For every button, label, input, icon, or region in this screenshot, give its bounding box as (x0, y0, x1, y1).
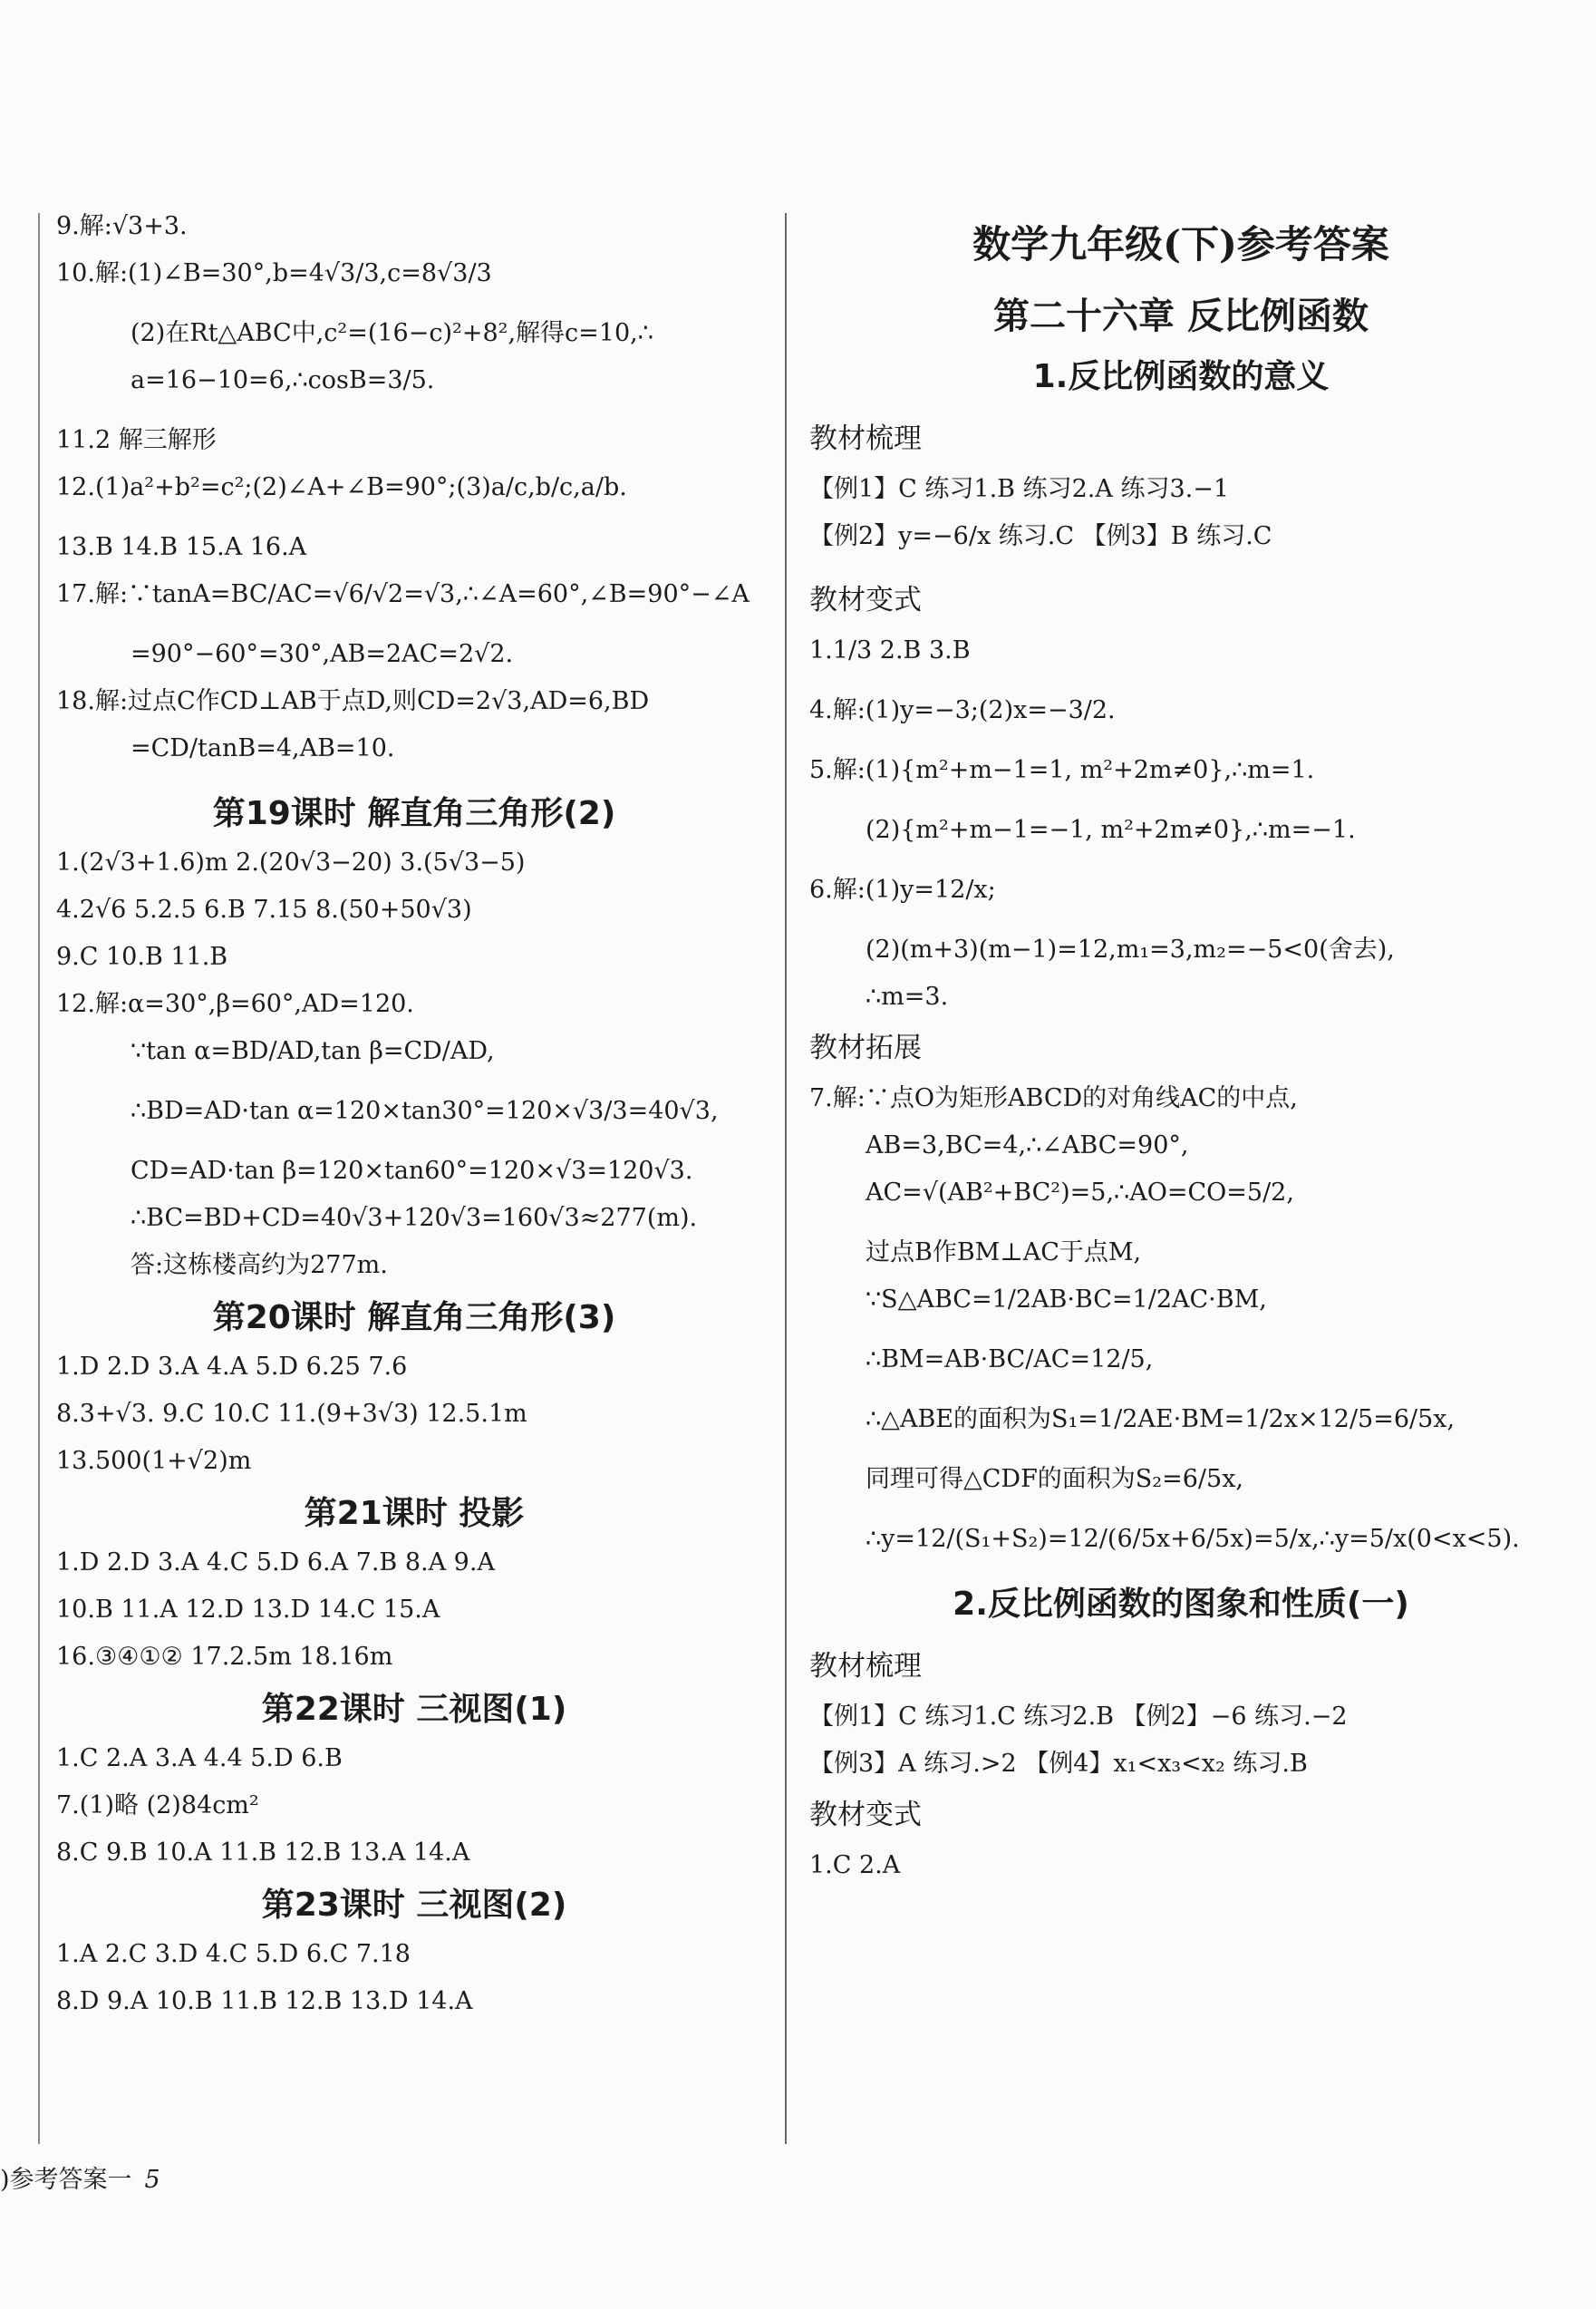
answer-line: 1.D 2.D 3.A 4.C 5.D 6.A 7.B 8.A 9.A (56, 1548, 495, 1577)
answer-line: =90°−60°=30°,AB=2AC=2√2. (131, 640, 514, 668)
answer-line: 18.解:过点C作CD⊥AB于点D,则CD=2√3,AD=6,BD (56, 687, 650, 715)
footer-label: )参考答案一 (0, 2166, 132, 2194)
answer-line: 17.解:∵tanA=BC/AC=√6/√2=√3,∴∠A=60°,∠B=90°−∠A (56, 580, 750, 608)
answer-line: ∵S△ABC=1/2AB·BC=1/2AC·BM, (866, 1285, 1267, 1314)
answer-line: ∴m=3. (866, 983, 949, 1011)
answer-line: AB=3,BC=4,∴∠ABC=90°, (866, 1131, 1189, 1159)
answer-line: AC=√(AB²+BC²)=5,∴AO=CO=5/2, (866, 1179, 1294, 1207)
answer-line: 8.3+√3. 9.C 10.C 11.(9+3√3) 12.5.1m (56, 1400, 527, 1428)
answer-line: 11.2 解三解形 (56, 426, 217, 454)
answer-line: 5.解:(1){m²+m−1=1, m²+2m≠0},∴m=1. (809, 756, 1315, 784)
subsection-heading: 教材变式 (809, 584, 922, 616)
answer-line: 8.C 9.B 10.A 11.B 12.B 13.A 14.A (56, 1838, 470, 1867)
subsection-heading: 教材变式 (809, 1799, 922, 1831)
answer-line: ∴△ABE的面积为S₁=1/2AE·BM=1/2x×12/5=6/5x, (866, 1405, 1456, 1433)
answer-line: 【例1】C 练习1.B 练习2.A 练习3.−1 (809, 475, 1230, 503)
right-column (809, 209, 1552, 1895)
answer-line: ∴BM=AB·BC/AC=12/5, (866, 1345, 1154, 1373)
page-margin-rule (38, 213, 40, 2144)
chapter-heading: 第二十六章 反比例函数 (993, 296, 1369, 337)
answer-line: (2){m²+m−1=−1, m²+2m≠0},∴m=−1. (866, 816, 1356, 844)
answer-line: ∴BC=BD+CD=40√3+120√3=160√3≈277(m). (131, 1204, 698, 1232)
answer-line: 13.B 14.B 15.A 16.A (56, 533, 307, 561)
answer-line: 1.C 2.A 3.A 4.4 5.D 6.B (56, 1744, 343, 1772)
answer-line: 过点B作BM⊥AC于点M, (866, 1238, 1142, 1266)
answer-line: ∴y=12/(S₁+S₂)=12/(6/5x+6/5x)=5/x,∴y=5/x(0<x<5). (866, 1525, 1520, 1553)
section-heading-2: 2.反比例函数的图象和性质(一) (953, 1586, 1409, 1623)
answer-line: ∵tan α=BD/AD,tan β=CD/AD, (131, 1037, 495, 1065)
answer-line: 7.解:∵点O为矩形ABCD的对角线AC的中点, (809, 1084, 1298, 1112)
answer-line: 13.500(1+√2)m (56, 1447, 252, 1475)
lesson-heading-21: 第21课时 投影 (304, 1495, 525, 1532)
answer-line: 同理可得△CDF的面积为S₂=6/5x, (866, 1465, 1244, 1493)
section-heading-1: 1.反比例函数的意义 (1032, 358, 1330, 395)
page-number: 5 (144, 2166, 160, 2194)
answer-line: 1.D 2.D 3.A 4.A 5.D 6.25 7.6 (56, 1353, 408, 1381)
lesson-heading-20: 第20课时 解直角三角形(3) (212, 1299, 616, 1336)
answer-line: 8.D 9.A 10.B 11.B 12.B 13.D 14.A (56, 1987, 473, 2015)
answer-line: 4.解:(1)y=−3;(2)x=−3/2. (809, 696, 1116, 724)
answer-line: 【例3】A 练习.>2 【例4】x₁<x₃<x₂ 练习.B (809, 1750, 1308, 1778)
answer-line: (2)在Rt△ABC中,c²=(16−c)²+8²,解得c=10,∴ (131, 319, 653, 347)
left-column (56, 209, 772, 2031)
answer-line: 1.(2√3+1.6)m 2.(20√3−20) 3.(5√3−5) (56, 849, 526, 877)
answer-line: (2)(m+3)(m−1)=12,m₁=3,m₂=−5<0(舍去), (866, 936, 1395, 964)
answer-line: 12.解:α=30°,β=60°,AD=120. (56, 990, 414, 1018)
column-divider (785, 213, 787, 2144)
answer-line: 6.解:(1)y=12/x; (809, 876, 996, 904)
answer-line: 7.(1)略 (2)84cm² (56, 1791, 259, 1819)
answer-line: 【例2】y=−6/x 练习.C 【例3】B 练习.C (809, 522, 1272, 550)
page-title: 数学九年级(下)参考答案 (972, 222, 1389, 267)
answer-line: 12.(1)a²+b²=c²;(2)∠A+∠B=90°;(3)a/c,b/c,a/b. (56, 473, 627, 501)
answer-line: 【例1】C 练习1.C 练习2.B 【例2】−6 练习.−2 (809, 1703, 1348, 1731)
answer-line: 16.③④①② 17.2.5m 18.16m (56, 1643, 393, 1671)
page-footer (0, 2162, 160, 2198)
answer-line: 1.1/3 2.B 3.B (809, 636, 971, 665)
answer-line: 1.A 2.C 3.D 4.C 5.D 6.C 7.18 (56, 1940, 411, 1968)
subsection-heading: 教材拓展 (809, 1032, 922, 1064)
lesson-heading-19: 第19课时 解直角三角形(2) (212, 795, 616, 832)
answer-line: 4.2√6 5.2.5 6.B 7.15 8.(50+50√3) (56, 896, 472, 924)
subsection-heading: 教材梳理 (809, 422, 922, 455)
subsection-heading: 教材梳理 (809, 1650, 922, 1683)
lesson-heading-22: 第22课时 三视图(1) (261, 1691, 567, 1728)
answer-line: ∴BD=AD·tan α=120×tan30°=120×√3/3=40√3, (131, 1097, 719, 1125)
answer-line: 10.解:(1)∠B=30°,b=4√3/3,c=8√3/3 (56, 259, 492, 287)
answer-line: 1.C 2.A (809, 1851, 901, 1879)
answer-line: CD=AD·tan β=120×tan60°=120×√3=120√3. (131, 1157, 693, 1185)
answer-line: 答:这栋楼高约为277m. (131, 1251, 388, 1279)
lesson-heading-23: 第23课时 三视图(2) (261, 1887, 567, 1924)
answer-line: a=16−10=6,∴cosB=3/5. (131, 366, 435, 394)
answer-line: 10.B 11.A 12.D 13.D 14.C 15.A (56, 1596, 440, 1624)
answer-line: 9.C 10.B 11.B (56, 943, 228, 971)
answer-line: 9.解:√3+3. (56, 212, 188, 240)
answer-line: =CD/tanB=4,AB=10. (131, 734, 395, 762)
